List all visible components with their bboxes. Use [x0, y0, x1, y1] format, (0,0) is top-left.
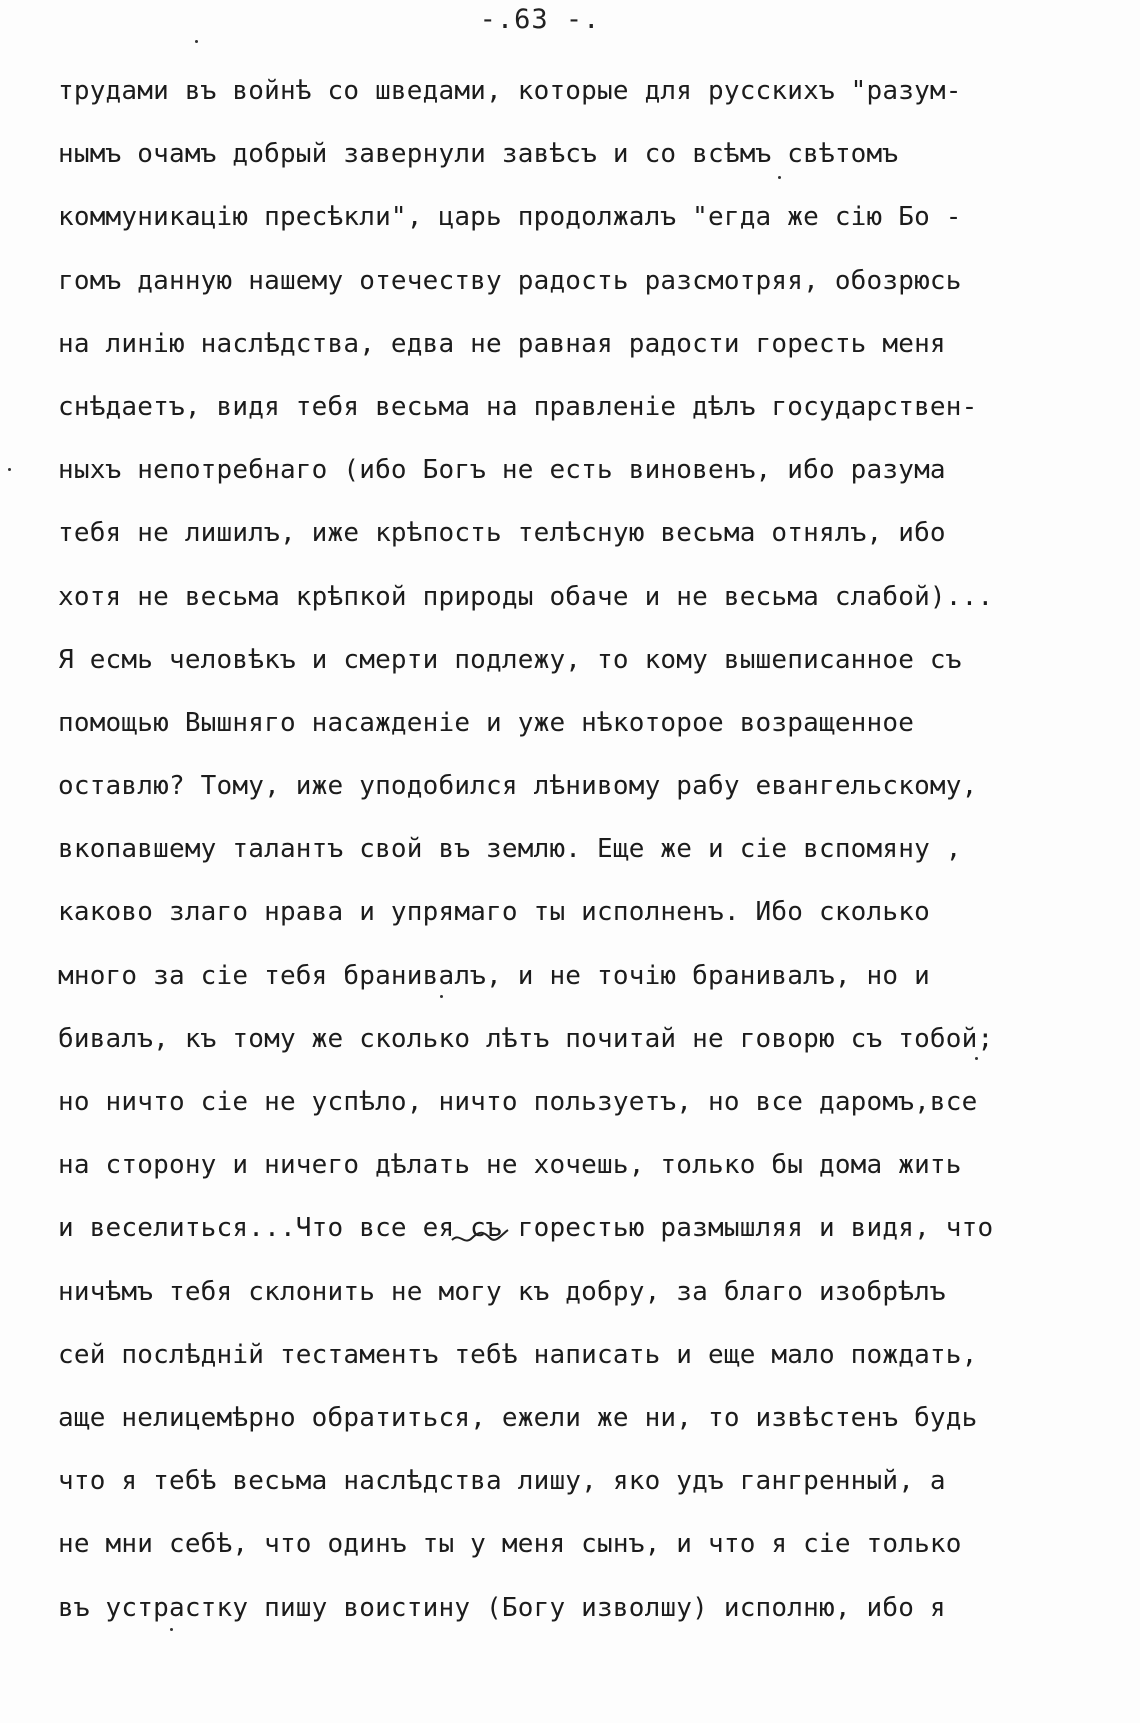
text-line: нымъ очамъ добрый завернули завѣсъ и со всѣмъ свѣтомъ [58, 139, 899, 170]
ink-speck [778, 176, 781, 179]
text-line: ныхъ непотребнаго (ибо Богъ не есть виновенъ, ибо разума [58, 455, 946, 486]
ink-speck [170, 1628, 173, 1631]
text-line: каково злаго нрава и упрямаго ты исполненъ. Ибо сколько [58, 897, 930, 928]
text-line: много за сіе тебя бранивалъ, и не точію бранивалъ, но и [58, 960, 930, 991]
ink-speck [975, 1057, 978, 1060]
ink-speck [195, 40, 198, 43]
page-number: -.63 -. [479, 4, 601, 35]
text-line: и веселиться...Что все ея съ горестью размышляя и видя, что [58, 1213, 994, 1244]
text-line: снѣдаетъ, видя тебя весьма на правленіе дѣлъ государствен- [58, 391, 978, 422]
handwritten-squiggle [450, 1224, 510, 1248]
text-line: оставлю? Тому, иже уподобился лѣнивому рабу евангельскому, [58, 771, 978, 802]
text-line: хотя не весьма крѣпкой природы обаче и не весьма слабой)... [58, 581, 994, 612]
text-line: на сторону и ничего дѣлать не хочешь, только бы дома жить [58, 1150, 962, 1181]
ink-speck [8, 468, 11, 471]
page-body-text [58, 60, 1088, 1640]
ink-speck [440, 995, 443, 998]
text-line: ничѣмъ тебя склонить не могу къ добру, за благо изобрѣлъ [58, 1276, 946, 1307]
text-line: Я есмь человѣкъ и смерти подлежу, то кому вышеписанное съ [58, 644, 962, 675]
text-line: аще нелицемѣрно обратиться, ежели же ни, то извѣстенъ будь [58, 1402, 978, 1433]
text-line: не мни себѣ, что одинъ ты у меня сынъ, и что я сіе только [58, 1529, 962, 1560]
text-line: помощью Вышняго насажденіе и уже нѣкоторое возращенное [58, 707, 915, 738]
text-line: трудами въ войнѣ со шведами, которые для русскихъ "разум- [58, 76, 962, 106]
text-line: сей послѣдній тестаментъ тебѣ написать и еще мало пождать, [58, 1339, 978, 1370]
text-line: что я тебѣ весьма наслѣдства лишу, яко удъ гангренный, а [58, 1466, 946, 1497]
text-line: бивалъ, къ тому же сколько лѣтъ почитай не говорю съ тобой; [58, 1023, 994, 1054]
text-line: тебя не лишилъ, иже крѣпость телѣсную весьма отнялъ, ибо [58, 518, 946, 549]
text-line: коммуникацію пресѣкли", царь продолжалъ "егда же сію Бо - [58, 202, 962, 233]
text-line: въ устрастку пишу воистину (Богу изволшу) исполню, ибо я [58, 1592, 946, 1623]
text-line: но ничто сіе не успѣло, ничто пользуетъ, но все даромъ,все [58, 1087, 978, 1117]
text-line: на линію наслѣдства, едва не равная радости горесть меня [58, 328, 946, 359]
text-line: вкопавшему талантъ свой въ землю. Еще же и сіе вспомяну , [58, 834, 962, 865]
text-line: гомъ данную нашему отечеству радость разсмотряя, обозрюсь [58, 265, 962, 296]
